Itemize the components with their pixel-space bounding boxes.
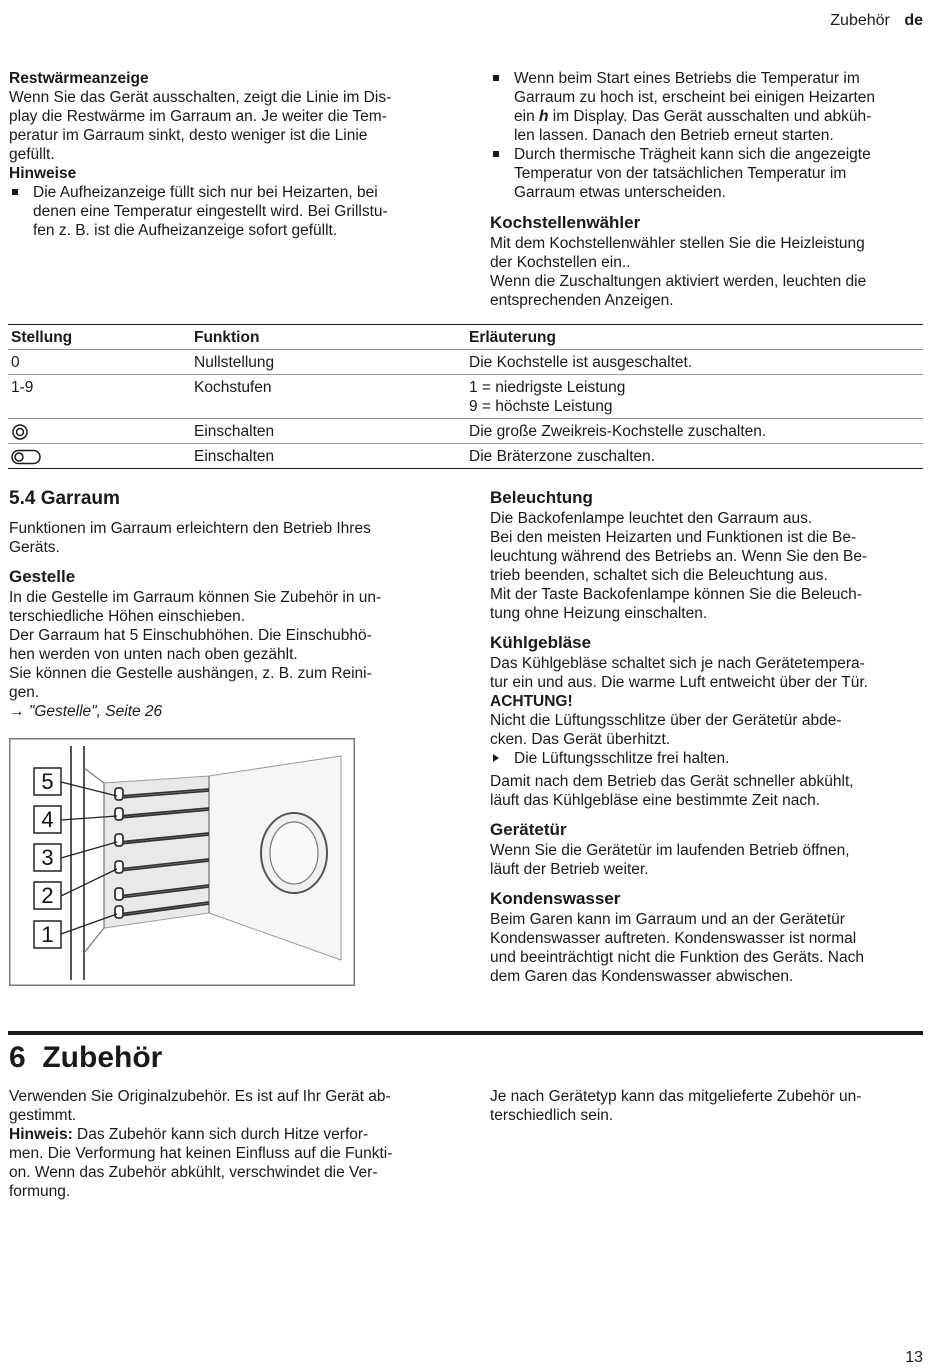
garraum-section <box>9 487 459 721</box>
shelf-label-text: 4 <box>41 807 54 832</box>
kochstellen-line: entsprechenden Anzeigen. <box>490 292 674 309</box>
zubehoer-right-line: terschiedlich sein. <box>490 1107 614 1124</box>
bullet-line: Garraum zu hoch ist, erscheint bei einigen Heizarten <box>514 89 875 106</box>
tuer-heading: Gerätetür <box>490 820 567 839</box>
bullet-text: ein <box>514 108 535 125</box>
table-cell: Einschalten <box>191 419 466 444</box>
garraum-intro-line: Funktionen im Garraum erleichtern den Betrieb Ihres <box>9 520 371 537</box>
chapter-rule <box>8 1031 923 1035</box>
right-mid-column <box>490 487 930 986</box>
beleuchtung-line: tung ohne Heizung einschalten. <box>490 605 708 622</box>
zubehoer-line: Verwenden Sie Originalzubehör. Es ist auf Ihr Gerät ab- <box>9 1088 391 1105</box>
hinweis-bullet <box>9 183 454 240</box>
table-row <box>8 350 923 375</box>
arrow-icon: → <box>9 703 25 720</box>
hinweis-line: formung. <box>9 1183 71 1200</box>
table-cell: Nullstellung <box>191 350 466 375</box>
beleuchtung-line: leuchtung während des Betriebs an. Wenn Sie den Be- <box>490 548 868 565</box>
kochstellen-line: Mit dem Kochstellenwähler stellen Sie die Heizleistung <box>490 235 865 252</box>
tuer-line: Wenn Sie die Gerätetür im laufenden Betrieb öffnen, <box>490 842 850 859</box>
bullet-line <box>514 107 930 126</box>
gestelle-line: hen werden von unten nach oben gezählt. <box>9 646 298 663</box>
table-cell: 1-9 <box>8 375 191 419</box>
hinweise-heading: Hinweise <box>9 165 77 182</box>
kuehl-after-line: läuft das Kühlgebläse eine bestimmte Zeit nach. <box>490 792 820 809</box>
kondens-line: Kondenswasser auftreten. Kondenswasser ist normal <box>490 930 857 947</box>
right-top-column <box>490 69 930 310</box>
gestelle-line: Sie können die Gestelle aushängen, z. B. zum Reini- <box>9 665 372 682</box>
left-top-column <box>9 69 454 240</box>
kondens-line: und beeinträchtigt nicht die Funktion des Geräts. Nach <box>490 949 864 966</box>
kondens-line: dem Garen das Kondenswasser abwischen. <box>490 968 794 985</box>
cell-line: 1 = niedrigste Leistung <box>469 379 626 396</box>
section-heading: 5.4 Garraum <box>9 488 120 509</box>
kochstellen-heading: Kochstellenwähler <box>490 213 641 232</box>
bullet-line: Garraum etwas unterscheiden. <box>514 184 726 201</box>
beleuchtung-line: Die Backofenlampe leuchtet den Garraum aus. <box>490 510 813 527</box>
hinweis-line: men. Die Verformung hat keinen Einfluss auf die Funkti- <box>9 1145 393 1162</box>
zubehoer-line: gestimmt. <box>9 1107 77 1124</box>
roaster-zone-icon <box>11 449 41 465</box>
shelf-label-text: 5 <box>41 769 54 794</box>
gestelle-line: In die Gestelle im Garraum können Sie Zubehör in un- <box>9 589 382 606</box>
beleuchtung-heading: Beleuchtung <box>490 488 593 507</box>
table-cell <box>8 419 191 444</box>
chapter-heading: 6 Zubehör <box>9 1041 163 1074</box>
bullet-line: Die Aufheizanzeige füllt sich nur bei Heizarten, bei <box>33 184 378 201</box>
kondens-line: Beim Garen kann im Garraum und an der Gerätetür <box>490 911 845 928</box>
cell-line: 9 = höchste Leistung <box>469 398 613 415</box>
kochstellen-line: Wenn die Zuschaltungen aktiviert werden, leuchten die <box>490 273 867 290</box>
hinweis-text: Das Zubehör kann sich durch Hitze verfor- <box>72 1126 369 1143</box>
hinweis-label: Hinweis: <box>9 1126 73 1143</box>
restwaerme-heading: Restwärmeanzeige <box>9 70 149 87</box>
kuehl-heading: Kühlgebläse <box>490 633 592 652</box>
kuehl-line: tur ein und aus. Die warme Luft entweicht über der Tür. <box>490 674 868 691</box>
shelf-label <box>34 768 61 795</box>
kondens-heading: Kondenswasser <box>490 889 621 908</box>
table-header: Stellung <box>8 325 191 350</box>
bullet-line: denen eine Temperatur eingestellt wird. Bei Grillstu- <box>33 203 388 220</box>
zubehoer-right <box>490 1087 930 1125</box>
shelf-label <box>34 921 61 948</box>
tuer-line: läuft der Betrieb weiter. <box>490 861 649 878</box>
table-cell <box>8 444 191 469</box>
table-header: Funktion <box>191 325 466 350</box>
kochstellen-table <box>8 324 923 469</box>
cross-reference-link[interactable]: "Gestelle", Seite 26 <box>28 703 163 720</box>
table-cell <box>466 375 923 419</box>
hinweis-line: on. Wenn das Zubehör abkühlt, verschwindet die Ver- <box>9 1164 378 1181</box>
header-section: Zubehör <box>830 12 890 29</box>
kochstellen-line: der Kochstellen ein.. <box>490 254 631 271</box>
table-cell: Kochstufen <box>191 375 466 419</box>
shelf-label <box>34 844 61 871</box>
dual-circuit-icon <box>11 423 29 441</box>
temperature-bullet <box>490 69 930 145</box>
table-cell: Die Kochstelle ist ausgeschaltet. <box>466 350 923 375</box>
beleuchtung-line: Bei den meisten Heizarten und Funktionen ist die Be- <box>490 529 857 546</box>
oven-shelf-illustration <box>9 738 355 986</box>
shelf-label-text: 2 <box>41 883 54 908</box>
table-cell: Die große Zweikreis-Kochstelle zuschalten. <box>466 419 923 444</box>
restwaerme-line: play die Restwärme im Garraum an. Je weiter die Tem- <box>9 108 387 125</box>
restwaerme-line: gefüllt. <box>9 146 55 163</box>
shelf-label-text: 1 <box>41 922 54 947</box>
bullet-line: Wenn beim Start eines Betriebs die Temperatur im <box>514 70 860 87</box>
table-cell: Einschalten <box>191 444 466 469</box>
zubehoer-left <box>9 1087 459 1201</box>
beleuchtung-line: trieb beenden, schaltet sich die Beleuchtung aus. <box>490 567 828 584</box>
achtung-line: cken. Das Gerät überhitzt. <box>490 731 671 748</box>
bullet-text: im Display. Das Gerät ausschalten und abküh- <box>548 108 872 125</box>
heat-symbol-icon: h <box>539 108 549 125</box>
header-lang: de <box>904 12 923 29</box>
gestelle-heading: Gestelle <box>9 567 76 586</box>
table-cell: 0 <box>8 350 191 375</box>
bullet-line: fen z. B. ist die Aufheizanzeige sofort gefüllt. <box>33 222 338 239</box>
beleuchtung-line: Mit der Taste Backofenlampe können Sie die Beleuch- <box>490 586 862 603</box>
kuehl-line: Das Kühlgebläse schaltet sich je nach Gerätetempera- <box>490 655 865 672</box>
shelf-label <box>34 806 61 833</box>
achtung-label: ACHTUNG! <box>490 693 573 710</box>
running-header <box>830 11 923 31</box>
table-row <box>8 444 923 469</box>
inertia-bullet <box>490 145 930 202</box>
bullet-line: Durch thermische Trägheit kann sich die angezeigte <box>514 146 871 163</box>
shelf-label <box>34 882 61 909</box>
gestelle-line: Der Garraum hat 5 Einschubhöhen. Die Einschubhö- <box>9 627 372 644</box>
bullet-line: Temperatur von der tatsächlichen Temperatur im <box>514 165 847 182</box>
restwaerme-line: Wenn Sie das Gerät ausschalten, zeigt die Linie im Dis- <box>9 89 392 106</box>
gestelle-line: terschiedliche Höhen einschieben. <box>9 608 246 625</box>
table-row <box>8 419 923 444</box>
zubehoer-right-line: Je nach Gerätetyp kann das mitgelieferte Zubehör un- <box>490 1088 862 1105</box>
hinweis-line <box>9 1125 459 1144</box>
shelf-label-text: 3 <box>41 845 54 870</box>
action-step: Die Lüftungsschlitze frei halten. <box>490 749 930 768</box>
cross-reference <box>9 702 459 721</box>
kuehl-after-line: Damit nach dem Betrieb das Gerät schneller abkühlt, <box>490 773 854 790</box>
achtung-line: Nicht die Lüftungsschlitze über der Gerätetür abde- <box>490 712 842 729</box>
restwaerme-line: peratur im Garraum sinkt, desto weniger ist die Linie <box>9 127 368 144</box>
page-number: 13 <box>905 1349 923 1366</box>
gestelle-line: gen. <box>9 684 40 701</box>
table-header: Erläuterung <box>466 325 923 350</box>
bullet-line: len lassen. Danach den Betrieb erneut starten. <box>514 127 834 144</box>
table-cell: Die Bräterzone zuschalten. <box>466 444 923 469</box>
table-row <box>8 375 923 419</box>
garraum-intro-line: Geräts. <box>9 539 60 556</box>
